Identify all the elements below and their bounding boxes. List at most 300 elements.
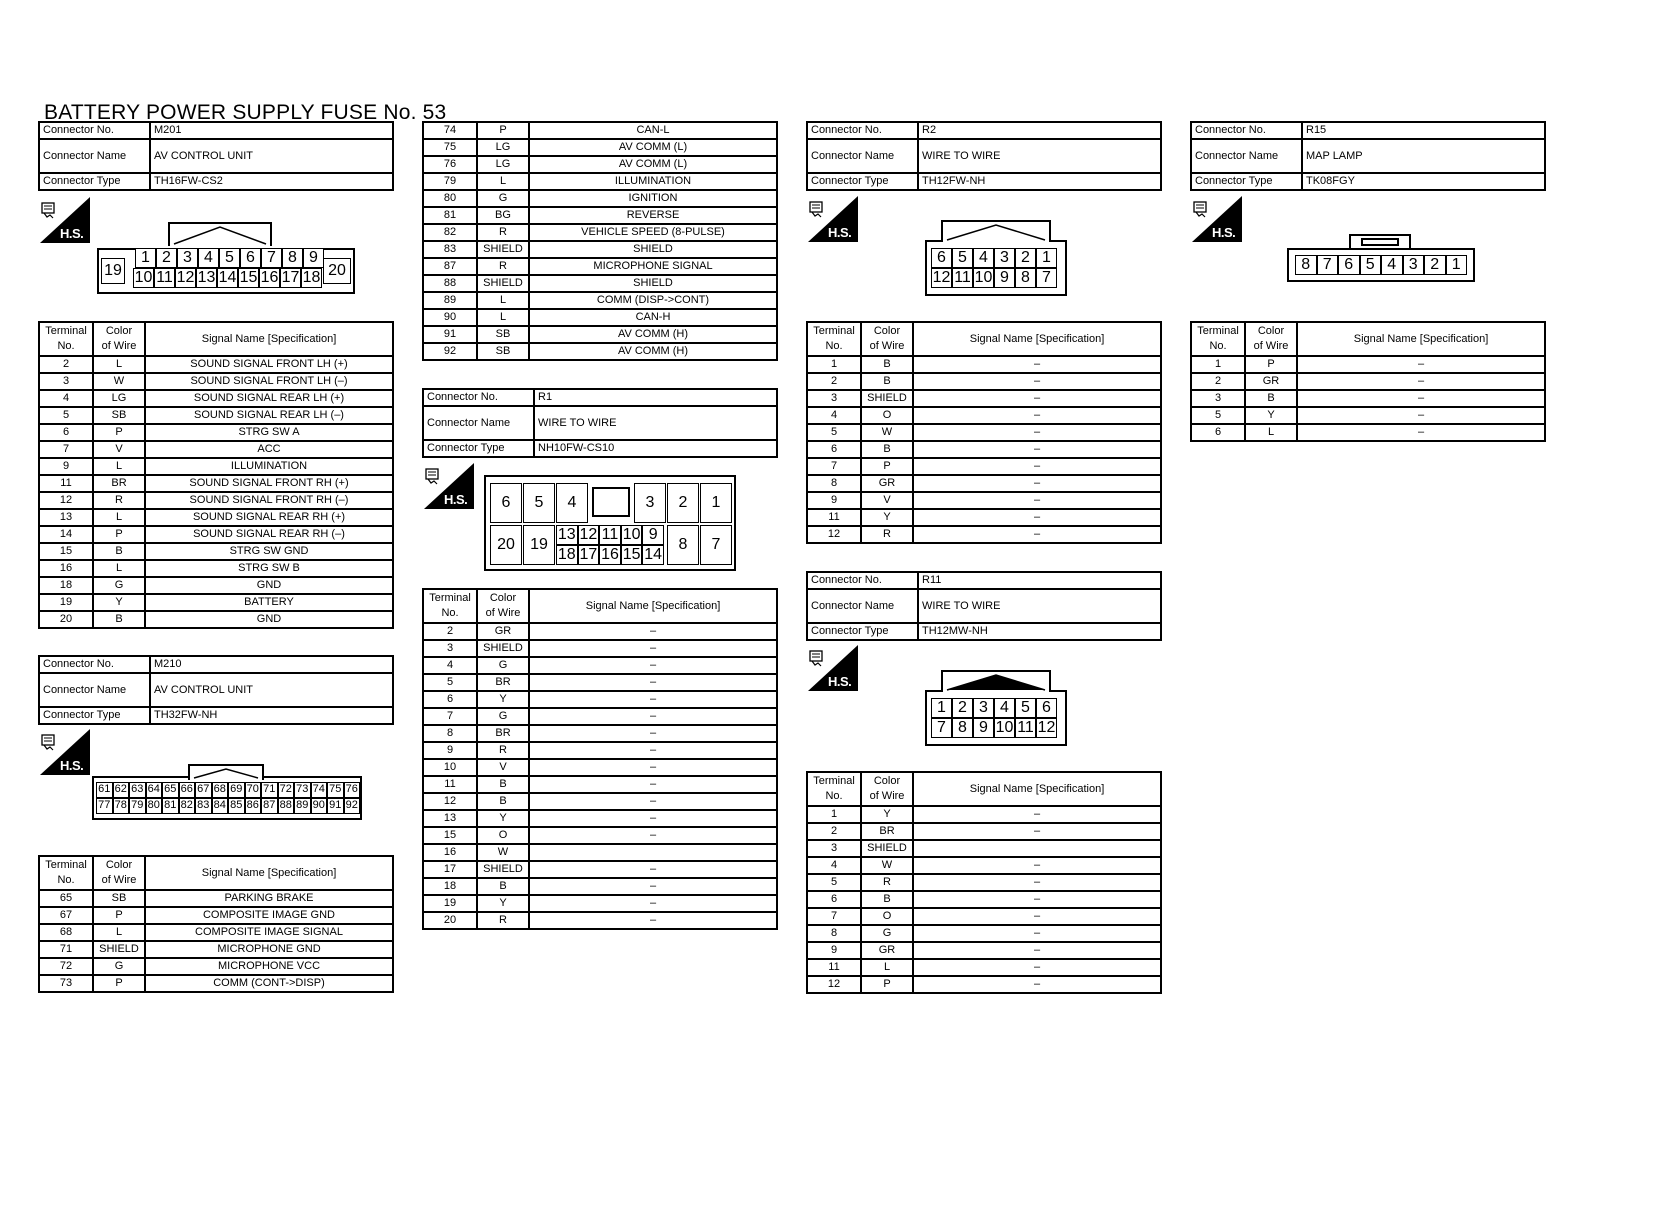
wire-color: L [477, 292, 529, 309]
terminal-no: 13 [39, 509, 93, 526]
wire-color: R [477, 224, 529, 241]
wire-color-header: Color of Wire [861, 322, 913, 356]
signal-name: – [913, 492, 1161, 509]
signal-name [913, 840, 1161, 857]
signal-name: SOUND SIGNAL REAR LH (+) [145, 390, 393, 407]
table-row [423, 156, 777, 173]
terminal-no: 2 [39, 356, 93, 373]
terminal-table-r15 [1190, 321, 1546, 442]
table-row [807, 959, 1161, 976]
connector-no-value: R11 [918, 572, 1161, 589]
signal-name: – [529, 640, 777, 657]
terminal-no: 1 [807, 356, 861, 373]
signal-name: GND [145, 577, 393, 594]
signal-name-header: Signal Name [Specification] [1297, 322, 1545, 356]
connector-pin: 16 [260, 269, 279, 286]
terminal-no: 5 [39, 407, 93, 424]
table-row [423, 224, 777, 241]
signal-name: SHIELD [529, 241, 777, 258]
signal-name: – [913, 908, 1161, 925]
signal-name: MICROPHONE SIGNAL [529, 258, 777, 275]
connector-pin: 3 [177, 248, 198, 268]
signal-name: – [913, 373, 1161, 390]
label-connector-name: Connector Name [39, 139, 150, 173]
signal-name: – [529, 708, 777, 725]
connector-pin: 16 [601, 546, 619, 563]
connector-pin: 79 [129, 798, 146, 814]
table-row [39, 941, 393, 958]
connector-type-value: TH16FW-CS2 [150, 173, 393, 190]
signal-name: VEHICLE SPEED (8-PULSE) [529, 224, 777, 241]
table-row [423, 122, 777, 139]
wire-color: GR [861, 475, 913, 492]
connector-pin: 61 [96, 782, 113, 798]
connector-pin: 18 [557, 546, 576, 563]
label-connector-type: Connector Type [807, 173, 918, 190]
wire-color: LG [477, 156, 529, 173]
connector-name-value: WIRE TO WIRE [918, 589, 1161, 623]
table-row [1191, 424, 1545, 441]
signal-name: – [1297, 407, 1545, 424]
wire-color: P [93, 975, 145, 992]
connector-pin: 65 [162, 782, 179, 798]
table-row [807, 806, 1161, 823]
table-row [423, 292, 777, 309]
signal-name: – [913, 390, 1161, 407]
connector-r15-info [1190, 121, 1546, 191]
connector-name-value: WIRE TO WIRE [534, 406, 777, 440]
signal-name: SOUND SIGNAL FRONT LH (–) [145, 373, 393, 390]
wire-color: BR [477, 725, 529, 742]
signal-name: AV COMM (H) [529, 326, 777, 343]
terminal-no: 20 [423, 912, 477, 929]
connector-pin: 84 [212, 798, 229, 814]
connector-pin: 1 [1036, 248, 1057, 268]
wire-color: G [477, 708, 529, 725]
wire-color: BR [477, 674, 529, 691]
connector-pin: 70 [245, 782, 262, 798]
connector-pin: 62 [113, 782, 130, 798]
terminal-no: 5 [807, 874, 861, 891]
table-row [39, 373, 393, 390]
connector-name-value: AV CONTROL UNIT [150, 673, 393, 707]
wire-color: GR [1245, 373, 1297, 390]
table-row [423, 657, 777, 674]
connector-pin: 7 [261, 248, 282, 268]
wire-color: B [861, 373, 913, 390]
connector-pin: 5 [952, 248, 973, 268]
wire-color: R [93, 492, 145, 509]
signal-name: CAN-H [529, 309, 777, 326]
connector-type-value: TH12MW-NH [918, 623, 1161, 640]
connector-pin: 2 [156, 248, 177, 268]
table-row [423, 640, 777, 657]
label-connector-no: Connector No. [39, 122, 150, 139]
table-row [423, 343, 777, 360]
wire-color: P [93, 424, 145, 441]
connector-pin: 3 [994, 248, 1015, 268]
signal-name: AV COMM (H) [529, 343, 777, 360]
connector-type-value: NH10FW-CS10 [534, 440, 777, 457]
table-row [39, 356, 393, 373]
signal-name [529, 844, 777, 861]
terminal-no: 12 [423, 793, 477, 810]
connector-r2-diagram [925, 220, 1067, 296]
connector-pin: 2 [1424, 255, 1446, 275]
terminal-no: 9 [423, 742, 477, 759]
connector-pin: 4 [973, 248, 994, 268]
connector-pin: 4 [556, 483, 588, 523]
label-connector-type: Connector Type [423, 440, 534, 457]
label-connector-name: Connector Name [1191, 139, 1302, 173]
table-row [423, 190, 777, 207]
terminal-no: 75 [423, 139, 477, 156]
label-connector-type: Connector Type [807, 623, 918, 640]
signal-name: COMM (DISP->CONT) [529, 292, 777, 309]
connector-no-value: M201 [150, 122, 393, 139]
label-connector-no: Connector No. [807, 572, 918, 589]
wire-color: SHIELD [93, 941, 145, 958]
connector-pin: 75 [327, 782, 344, 798]
signal-name: – [529, 742, 777, 759]
connector-pin: 5 [219, 248, 240, 268]
connector-m201-info [38, 121, 394, 191]
connector-pin: 76 [344, 782, 361, 798]
table-row [807, 857, 1161, 874]
wire-color: G [477, 657, 529, 674]
table-row [423, 173, 777, 190]
terminal-table-r1 [422, 588, 778, 930]
table-row [39, 441, 393, 458]
wire-color: Y [861, 806, 913, 823]
table-row [39, 577, 393, 594]
terminal-no: 7 [807, 908, 861, 925]
terminal-no: 79 [423, 173, 477, 190]
signal-name: – [529, 810, 777, 827]
terminal-no: 18 [423, 878, 477, 895]
page-title: BATTERY POWER SUPPLY FUSE No. 53 [44, 101, 447, 124]
connector-type-value: TH12FW-NH [918, 173, 1161, 190]
wire-color: R [861, 526, 913, 543]
signal-name: – [529, 912, 777, 929]
signal-name: – [913, 891, 1161, 908]
connector-m201-diagram [97, 222, 355, 294]
connector-r15-diagram [1287, 234, 1475, 282]
wire-color: SHIELD [477, 241, 529, 258]
signal-name: STRG SW A [145, 424, 393, 441]
terminal-no: 68 [39, 924, 93, 941]
wire-color: L [861, 959, 913, 976]
harness-side-icon [424, 463, 474, 513]
connector-pin: 8 [282, 248, 303, 268]
terminal-no: 7 [807, 458, 861, 475]
table-row [423, 708, 777, 725]
connector-pin: 5 [1360, 255, 1382, 275]
wire-color-header: Color of Wire [93, 856, 145, 890]
signal-name: – [913, 806, 1161, 823]
wire-color: SHIELD [477, 275, 529, 292]
wire-color: SHIELD [861, 390, 913, 407]
wire-color: O [861, 407, 913, 424]
label-connector-type: Connector Type [39, 707, 150, 724]
wire-color: L [93, 356, 145, 373]
table-row [39, 509, 393, 526]
table-row [807, 424, 1161, 441]
signal-name: – [913, 458, 1161, 475]
connector-pin: 88 [278, 798, 295, 814]
terminal-no: 11 [807, 509, 861, 526]
connector-pin: 14 [218, 269, 237, 286]
wire-color: V [477, 759, 529, 776]
table-row [807, 823, 1161, 840]
terminal-no: 10 [423, 759, 477, 776]
connector-latch-inner [1361, 238, 1399, 246]
table-row [807, 441, 1161, 458]
signal-name-header: Signal Name [Specification] [913, 772, 1161, 806]
terminal-no: 2 [807, 823, 861, 840]
harness-side-label: H.S. [444, 492, 468, 507]
connector-name-value: AV CONTROL UNIT [150, 139, 393, 173]
connector-pin: 1 [700, 483, 732, 523]
wire-color: R [477, 912, 529, 929]
connector-pin: 8 [1295, 255, 1317, 275]
connector-pin: 15 [622, 546, 641, 563]
connector-name-value: WIRE TO WIRE [918, 139, 1161, 173]
signal-name: ILLUMINATION [145, 458, 393, 475]
connector-pin: 2 [1015, 248, 1036, 268]
signal-name: – [913, 857, 1161, 874]
table-row [39, 543, 393, 560]
signal-name: – [913, 959, 1161, 976]
table-row [807, 976, 1161, 993]
wire-color: B [861, 891, 913, 908]
signal-name: AV COMM (L) [529, 156, 777, 173]
signal-name: – [913, 942, 1161, 959]
terminal-no: 6 [423, 691, 477, 708]
connector-pin: 64 [146, 782, 163, 798]
connector-pin: 6 [1338, 255, 1360, 275]
table-row [807, 925, 1161, 942]
connector-pin: 9 [973, 718, 994, 738]
table-row [423, 810, 777, 827]
connector-pin: 4 [994, 698, 1015, 718]
wire-color: V [861, 492, 913, 509]
table-row [807, 458, 1161, 475]
table-row [807, 356, 1161, 373]
table-row [39, 424, 393, 441]
wire-color: Y [477, 895, 529, 912]
signal-name: STRG SW GND [145, 543, 393, 560]
terminal-no: 17 [423, 861, 477, 878]
table-row [807, 373, 1161, 390]
signal-name: SOUND SIGNAL REAR RH (+) [145, 509, 393, 526]
connector-pin: 63 [129, 782, 146, 798]
connector-r11-info [806, 571, 1162, 641]
wire-color: G [93, 577, 145, 594]
signal-name: – [913, 526, 1161, 543]
terminal-no: 9 [807, 942, 861, 959]
connector-pin: 20 [323, 258, 351, 284]
connector-pin: 5 [523, 483, 555, 523]
table-row [807, 526, 1161, 543]
table-row [423, 759, 777, 776]
terminal-no: 65 [39, 890, 93, 907]
wire-color: B [93, 543, 145, 560]
terminal-no: 90 [423, 309, 477, 326]
harness-side-label: H.S. [1212, 225, 1236, 240]
connector-pin: 1 [1446, 255, 1468, 275]
connector-pin: 3 [634, 483, 666, 523]
connector-type-value: TK08FGY [1302, 173, 1545, 190]
table-row [423, 827, 777, 844]
connector-pin: 6 [490, 483, 522, 523]
signal-name: ACC [145, 441, 393, 458]
connector-pin: 81 [162, 798, 179, 814]
connector-pin: 6 [240, 248, 261, 268]
wire-color: Y [477, 691, 529, 708]
connector-pin: 10 [622, 526, 641, 543]
terminal-no: 87 [423, 258, 477, 275]
terminal-no: 3 [423, 640, 477, 657]
table-row [1191, 356, 1545, 373]
connector-pin: 13 [557, 526, 576, 543]
terminal-no: 82 [423, 224, 477, 241]
terminal-no: 13 [423, 810, 477, 827]
signal-name: PARKING BRAKE [145, 890, 393, 907]
terminal-no: 88 [423, 275, 477, 292]
connector-pin: 72 [278, 782, 295, 798]
table-row [807, 908, 1161, 925]
connector-pin: 12 [176, 269, 195, 286]
wire-color: BR [861, 823, 913, 840]
connector-pin: 6 [1036, 698, 1057, 718]
harness-side-label: H.S. [60, 758, 84, 773]
connector-pin: 2 [952, 698, 973, 718]
terminal-no: 19 [423, 895, 477, 912]
connector-pin: 8 [952, 718, 973, 738]
connector-pin: 19 [101, 258, 125, 284]
wire-color: P [861, 976, 913, 993]
label-connector-no: Connector No. [807, 122, 918, 139]
terminal-no: 2 [1191, 373, 1245, 390]
table-row [423, 309, 777, 326]
table-row [39, 611, 393, 628]
signal-name: – [913, 407, 1161, 424]
harness-side-icon [40, 197, 90, 247]
table-row [807, 509, 1161, 526]
table-row [423, 674, 777, 691]
harness-side-label: H.S. [828, 225, 852, 240]
connector-pin: 89 [294, 798, 311, 814]
connector-r2-info [806, 121, 1162, 191]
terminal-no: 4 [807, 407, 861, 424]
wire-color: G [477, 190, 529, 207]
connector-no-value: R2 [918, 122, 1161, 139]
connector-latch [188, 764, 264, 780]
table-row [423, 623, 777, 640]
wire-color: Y [1245, 407, 1297, 424]
table-row [807, 407, 1161, 424]
signal-name: – [913, 976, 1161, 993]
signal-name: – [913, 925, 1161, 942]
table-row [807, 891, 1161, 908]
table-row [39, 560, 393, 577]
terminal-no: 6 [807, 441, 861, 458]
connector-pin: 73 [294, 782, 311, 798]
signal-name: COMPOSITE IMAGE GND [145, 907, 393, 924]
wire-color: LG [477, 139, 529, 156]
connector-pin: 11 [154, 268, 175, 288]
signal-name: – [1297, 373, 1545, 390]
wire-color: B [861, 356, 913, 373]
signal-name: SOUND SIGNAL FRONT RH (–) [145, 492, 393, 509]
terminal-no: 6 [1191, 424, 1245, 441]
connector-pin: 1 [931, 698, 952, 718]
wire-color: P [93, 907, 145, 924]
terminal-no: 83 [423, 241, 477, 258]
connector-name-value: MAP LAMP [1302, 139, 1545, 173]
terminal-no: 8 [423, 725, 477, 742]
wire-color-header: Color of Wire [93, 322, 145, 356]
connector-pin: 12 [932, 269, 951, 286]
terminal-no: 4 [423, 657, 477, 674]
connector-pin: 11 [952, 268, 973, 288]
table-row [423, 139, 777, 156]
connector-pin: 1 [135, 248, 156, 268]
connector-pin: 3 [1403, 255, 1425, 275]
harness-side-icon [1192, 196, 1242, 246]
wire-color: P [861, 458, 913, 475]
signal-name: COMPOSITE IMAGE SIGNAL [145, 924, 393, 941]
terminal-table-m210 [38, 855, 394, 993]
connector-pin: 85 [228, 798, 245, 814]
terminal-no: 2 [807, 373, 861, 390]
connector-m210-diagram [92, 764, 362, 820]
connector-pin: 10 [995, 719, 1014, 736]
signal-name: SOUND SIGNAL REAR RH (–) [145, 526, 393, 543]
wire-color: B [477, 793, 529, 810]
table-row [807, 475, 1161, 492]
wire-color: LG [93, 390, 145, 407]
terminal-no: 12 [807, 976, 861, 993]
wire-color: L [93, 924, 145, 941]
terminal-no: 9 [807, 492, 861, 509]
terminal-no: 4 [39, 390, 93, 407]
wire-color: B [1245, 390, 1297, 407]
wire-color: B [861, 441, 913, 458]
terminal-no: 16 [39, 560, 93, 577]
terminal-no: 20 [39, 611, 93, 628]
connector-pin: 20 [490, 525, 522, 565]
signal-name: – [913, 356, 1161, 373]
wire-color: B [477, 776, 529, 793]
terminal-no: 3 [1191, 390, 1245, 407]
terminal-no-header: Terminal No. [807, 322, 861, 356]
signal-name: – [529, 759, 777, 776]
connector-pin: 7 [700, 525, 732, 565]
table-row [39, 526, 393, 543]
terminal-no: 76 [423, 156, 477, 173]
connector-pin: 83 [195, 798, 212, 814]
connector-pin: 12 [579, 526, 598, 543]
terminal-no: 72 [39, 958, 93, 975]
signal-name: MICROPHONE VCC [145, 958, 393, 975]
table-row [807, 840, 1161, 857]
connector-pin: 69 [228, 782, 245, 798]
terminal-no: 8 [807, 475, 861, 492]
signal-name: COMM (CONT->DISP) [145, 975, 393, 992]
signal-name: – [913, 441, 1161, 458]
